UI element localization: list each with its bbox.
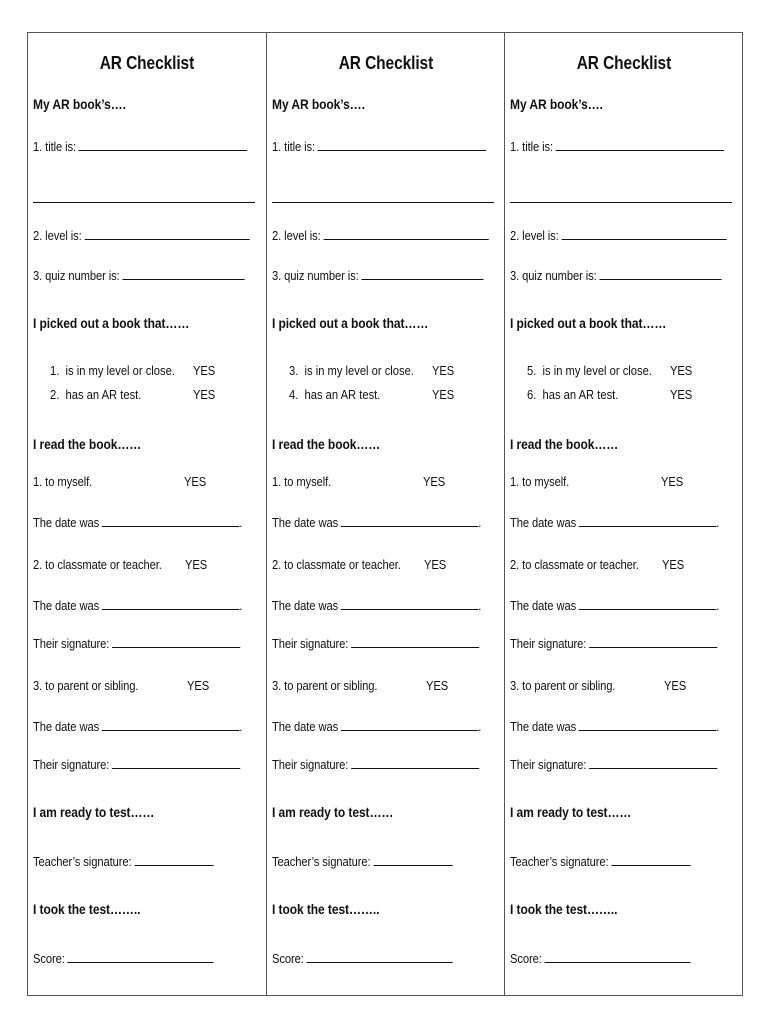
- ready-heading: I am ready to test……: [510, 804, 632, 820]
- quiz-number-input-line[interactable]: [361, 266, 483, 280]
- teacher-signature-input-line[interactable]: [611, 852, 690, 866]
- quiz-number-input-line[interactable]: [599, 266, 721, 280]
- date-period: .: [716, 598, 720, 613]
- date-row: [272, 513, 482, 531]
- read-parent-yes[interactable]: YES: [664, 678, 687, 693]
- checklist-column: [504, 33, 742, 995]
- picked-item-text: has an AR test.: [65, 387, 142, 402]
- level-label: 2. level is:: [272, 228, 321, 243]
- date-row: [33, 513, 243, 531]
- picked-item-number: 2.: [50, 387, 60, 402]
- read-heading: I read the book……: [33, 436, 142, 452]
- date-label: The date was: [33, 719, 100, 734]
- quiz-number-label: 3. quiz number is:: [33, 268, 120, 283]
- date-period: .: [716, 515, 720, 530]
- picked-item-yes[interactable]: YES: [193, 387, 216, 402]
- score-input-line[interactable]: [544, 949, 690, 963]
- teacher-signature-label: Teacher’s signature:: [33, 854, 132, 869]
- read-myself-label: 1. to myself.: [510, 474, 570, 489]
- picked-item-text: is in my level or close.: [304, 363, 414, 378]
- date-period: .: [478, 515, 482, 530]
- signature-row: [272, 755, 464, 773]
- signature-input-line[interactable]: [351, 755, 479, 769]
- date-period: .: [478, 598, 482, 613]
- picked-item-yes[interactable]: YES: [432, 363, 455, 378]
- date-period: .: [239, 719, 243, 734]
- signature-label: Their signature:: [33, 636, 110, 651]
- picked-item-text: has an AR test.: [304, 387, 381, 402]
- picked-heading: I picked out a book that……: [272, 315, 429, 331]
- score-input-line[interactable]: [67, 949, 213, 963]
- date-label: The date was: [272, 719, 339, 734]
- read-heading: I read the book……: [272, 436, 381, 452]
- score-input-line[interactable]: [306, 949, 452, 963]
- checklist-title: AR Checklist: [338, 53, 434, 73]
- picked-item: [289, 383, 380, 407]
- score-row: [272, 949, 464, 967]
- title-input-line[interactable]: [79, 137, 248, 151]
- title-label: 1. title is:: [33, 139, 77, 154]
- checklist-title: AR Checklist: [99, 53, 195, 73]
- read-parent-yes[interactable]: YES: [187, 678, 210, 693]
- read-myself-yes[interactable]: YES: [423, 474, 446, 489]
- picked-item-text: has an AR test.: [542, 387, 619, 402]
- took-heading: I took the test……..: [510, 901, 618, 917]
- date-label: The date was: [272, 515, 339, 530]
- read-myself-label: 1. to myself.: [272, 474, 332, 489]
- quiz-number-row: [272, 266, 464, 284]
- date-input-line[interactable]: [579, 596, 717, 610]
- read-classmate-label: 2. to classmate or teacher.: [33, 557, 162, 572]
- title-label: 1. title is:: [510, 139, 554, 154]
- teacher-signature-input-line[interactable]: [373, 852, 452, 866]
- took-heading: I took the test……..: [33, 901, 141, 917]
- picked-item-number: 5.: [527, 363, 537, 378]
- checklist-column: [28, 33, 266, 995]
- picked-item-number: 3.: [289, 363, 299, 378]
- title-input-line[interactable]: [556, 137, 725, 151]
- books-heading: My AR book’s….: [33, 96, 126, 112]
- teacher-signature-row: [510, 852, 702, 870]
- date-row: [272, 717, 482, 735]
- picked-item-text: is in my level or close.: [65, 363, 175, 378]
- date-label: The date was: [272, 598, 339, 613]
- title-row: [510, 137, 702, 155]
- quiz-number-input-line[interactable]: [122, 266, 244, 280]
- picked-item-yes[interactable]: YES: [670, 363, 693, 378]
- date-input-line[interactable]: [102, 513, 240, 527]
- picked-item: [50, 359, 175, 383]
- level-row: [33, 226, 225, 244]
- date-input-line[interactable]: [579, 717, 717, 731]
- picked-item-yes[interactable]: YES: [432, 387, 455, 402]
- picked-item: [527, 359, 652, 383]
- read-parent-label: 3. to parent or sibling.: [272, 678, 378, 693]
- level-label: 2. level is:: [510, 228, 559, 243]
- level-input-line[interactable]: [84, 226, 249, 240]
- took-heading: I took the test……..: [272, 901, 380, 917]
- date-row: [510, 596, 720, 614]
- quiz-number-label: 3. quiz number is:: [272, 268, 359, 283]
- title-label: 1. title is:: [272, 139, 316, 154]
- date-row: [33, 596, 243, 614]
- picked-item-yes[interactable]: YES: [193, 363, 216, 378]
- title-input-line[interactable]: [318, 137, 487, 151]
- picked-item-number: 1.: [50, 363, 60, 378]
- read-classmate-yes[interactable]: YES: [424, 557, 447, 572]
- read-parent-label: 3. to parent or sibling.: [33, 678, 139, 693]
- quiz-number-row: [33, 266, 225, 284]
- signature-row: [272, 634, 464, 652]
- checklist-title: AR Checklist: [576, 53, 672, 73]
- read-myself-yes[interactable]: YES: [661, 474, 684, 489]
- picked-heading: I picked out a book that……: [33, 315, 190, 331]
- signature-row: [510, 634, 702, 652]
- score-row: [33, 949, 225, 967]
- level-input-line[interactable]: [323, 226, 488, 240]
- level-row: [272, 226, 464, 244]
- picked-item: [289, 359, 414, 383]
- score-label: Score:: [33, 951, 65, 966]
- read-classmate-yes[interactable]: YES: [185, 557, 208, 572]
- read-heading: I read the book……: [510, 436, 619, 452]
- date-period: .: [239, 598, 243, 613]
- books-heading: My AR book’s….: [510, 96, 603, 112]
- read-classmate-label: 2. to classmate or teacher.: [510, 557, 639, 572]
- checklist-column: [266, 33, 504, 995]
- date-row: [510, 717, 720, 735]
- title-second-line[interactable]: [510, 202, 732, 203]
- date-label: The date was: [33, 515, 100, 530]
- date-label: The date was: [510, 515, 577, 530]
- title-row: [33, 137, 225, 155]
- signature-label: Their signature:: [510, 757, 587, 772]
- level-input-line[interactable]: [561, 226, 726, 240]
- read-classmate-label: 2. to classmate or teacher.: [272, 557, 401, 572]
- picked-item-text: is in my level or close.: [542, 363, 652, 378]
- date-period: .: [716, 719, 720, 734]
- read-parent-yes[interactable]: YES: [426, 678, 449, 693]
- date-input-line[interactable]: [341, 596, 479, 610]
- score-label: Score:: [272, 951, 304, 966]
- signature-input-line[interactable]: [112, 634, 240, 648]
- date-input-line[interactable]: [341, 717, 479, 731]
- date-label: The date was: [33, 598, 100, 613]
- date-row: [33, 717, 243, 735]
- picked-item-number: 6.: [527, 387, 537, 402]
- signature-label: Their signature:: [510, 636, 587, 651]
- signature-row: [510, 755, 702, 773]
- teacher-signature-row: [272, 852, 464, 870]
- score-row: [510, 949, 702, 967]
- read-myself-yes[interactable]: YES: [184, 474, 207, 489]
- signature-input-line[interactable]: [589, 634, 717, 648]
- title-second-line[interactable]: [272, 202, 494, 203]
- date-row: [272, 596, 482, 614]
- ready-heading: I am ready to test……: [33, 804, 155, 820]
- date-input-line[interactable]: [579, 513, 717, 527]
- date-input-line[interactable]: [102, 717, 240, 731]
- signature-label: Their signature:: [272, 757, 349, 772]
- date-period: .: [478, 719, 482, 734]
- ready-heading: I am ready to test……: [272, 804, 394, 820]
- picked-heading: I picked out a book that……: [510, 315, 667, 331]
- teacher-signature-input-line[interactable]: [134, 852, 213, 866]
- teacher-signature-label: Teacher’s signature:: [510, 854, 609, 869]
- signature-label: Their signature:: [33, 757, 110, 772]
- picked-item-yes[interactable]: YES: [670, 387, 693, 402]
- date-label: The date was: [510, 719, 577, 734]
- quiz-number-label: 3. quiz number is:: [510, 268, 597, 283]
- signature-input-line[interactable]: [351, 634, 479, 648]
- date-label: The date was: [510, 598, 577, 613]
- title-second-line[interactable]: [33, 202, 255, 203]
- read-parent-label: 3. to parent or sibling.: [510, 678, 616, 693]
- level-label: 2. level is:: [33, 228, 82, 243]
- score-label: Score:: [510, 951, 542, 966]
- teacher-signature-label: Teacher’s signature:: [272, 854, 371, 869]
- date-input-line[interactable]: [102, 596, 240, 610]
- quiz-number-row: [510, 266, 702, 284]
- picked-item: [527, 383, 618, 407]
- date-period: .: [239, 515, 243, 530]
- read-myself-label: 1. to myself.: [33, 474, 93, 489]
- signature-label: Their signature:: [272, 636, 349, 651]
- signature-input-line[interactable]: [589, 755, 717, 769]
- picked-item-number: 4.: [289, 387, 299, 402]
- checklist-sheet: [27, 32, 743, 996]
- books-heading: My AR book’s….: [272, 96, 365, 112]
- level-row: [510, 226, 702, 244]
- date-input-line[interactable]: [341, 513, 479, 527]
- signature-input-line[interactable]: [112, 755, 240, 769]
- picked-item: [50, 383, 141, 407]
- signature-row: [33, 755, 225, 773]
- read-classmate-yes[interactable]: YES: [662, 557, 685, 572]
- date-row: [510, 513, 720, 531]
- signature-row: [33, 634, 225, 652]
- teacher-signature-row: [33, 852, 225, 870]
- title-row: [272, 137, 464, 155]
